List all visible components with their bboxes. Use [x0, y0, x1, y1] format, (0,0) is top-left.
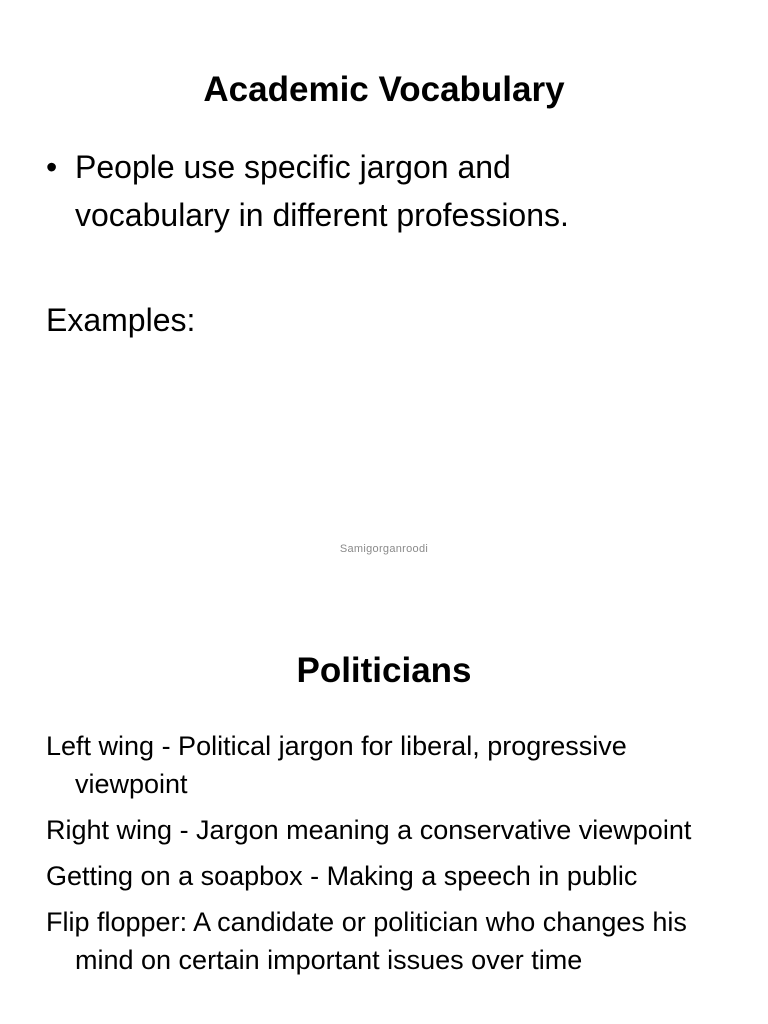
- examples-label: Examples:: [46, 302, 196, 338]
- definition-list: [46, 727, 736, 987]
- slide-politicians: [0, 600, 768, 1024]
- definition-item-left-wing: Left wing - Political jargon for liberal, progressive viewpoint: [46, 731, 627, 799]
- definition-item-flip-flopper: Flip flopper: A candidate or politician who changes his mind on certain important issues over time: [46, 907, 687, 975]
- definition-item-soapbox: Getting on a soapbox - Making a speech in public: [46, 861, 638, 891]
- watermark-text: Samigorganroodi: [339, 543, 429, 555]
- bullet-list: [46, 143, 726, 239]
- bullet-item: [46, 143, 726, 239]
- bullet-text-line-1: People use specific jargon and: [75, 149, 511, 185]
- bullet-icon: •: [46, 149, 58, 185]
- bullet-text: [75, 143, 726, 239]
- slide-title: Academic Vocabulary: [203, 70, 565, 109]
- definition-item-right-wing: Right wing - Jargon meaning a conservative viewpoint: [46, 815, 692, 845]
- bullet-text-line-2: vocabulary in different professions.: [75, 197, 569, 233]
- slide-title: Politicians: [296, 651, 472, 690]
